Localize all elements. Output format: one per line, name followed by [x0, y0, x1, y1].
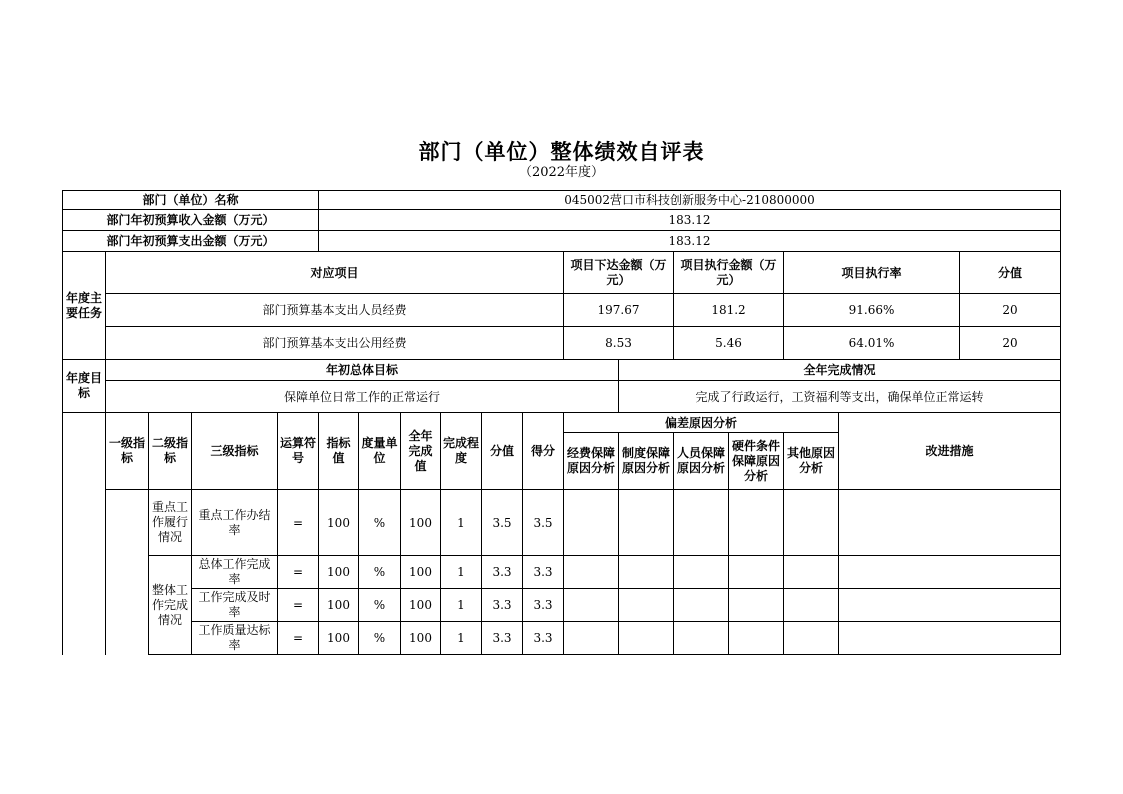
degree-cell: 1: [441, 556, 482, 589]
level3-cell: 工作质量达标率: [192, 622, 278, 655]
performance-table: [62, 190, 1061, 655]
score-value-cell: 3.5: [482, 490, 523, 556]
actual-cell: 100: [401, 556, 441, 589]
task-allocated: 8.53: [564, 327, 674, 360]
measures-cell: [839, 490, 1061, 556]
measures-cell: [839, 622, 1061, 655]
table-row: [63, 589, 1061, 622]
unit-cell: %: [359, 589, 401, 622]
header-funding: 经费保障原因分析: [564, 433, 619, 490]
task-score-value: 20: [960, 294, 1061, 327]
header-level3: 三级指标: [192, 413, 278, 490]
target-cell: 100: [319, 490, 359, 556]
info-row-expense: [63, 231, 1061, 252]
score-cell: 3.3: [523, 622, 564, 655]
goals-initial-value: 保障单位日常工作的正常运行: [106, 381, 619, 413]
score-cell: 3.3: [523, 556, 564, 589]
score-value-cell: 3.3: [482, 622, 523, 655]
tasks-header-item: 对应项目: [106, 252, 564, 294]
system-cell: [619, 556, 674, 589]
other-cell: [784, 622, 839, 655]
header-measures: 改进措施: [839, 413, 1061, 490]
tasks-header-row: [63, 252, 1061, 294]
score-value-cell: 3.3: [482, 589, 523, 622]
hardware-cell: [729, 490, 784, 556]
level3-cell: 工作完成及时率: [192, 589, 278, 622]
header-personnel: 人员保障原因分析: [674, 433, 729, 490]
score-cell: 3.5: [523, 490, 564, 556]
info-row-income: [63, 210, 1061, 231]
score-cell: 3.3: [523, 589, 564, 622]
hardware-cell: [729, 556, 784, 589]
income-value: 183.12: [319, 210, 1061, 231]
degree-cell: 1: [441, 622, 482, 655]
level1-blank: [106, 490, 149, 655]
task-executed: 181.2: [674, 294, 784, 327]
tasks-header-rate: 项目执行率: [784, 252, 960, 294]
system-cell: [619, 490, 674, 556]
operator-cell: =: [278, 490, 319, 556]
header-deviation: 偏差原因分析: [564, 413, 839, 433]
level3-cell: 总体工作完成率: [192, 556, 278, 589]
measures-cell: [839, 589, 1061, 622]
header-other: 其他原因分析: [784, 433, 839, 490]
system-cell: [619, 589, 674, 622]
expense-label: 部门年初预算支出金额（万元）: [63, 231, 319, 252]
unit-cell: %: [359, 490, 401, 556]
funding-cell: [564, 622, 619, 655]
header-system: 制度保障原因分析: [619, 433, 674, 490]
unit-cell: %: [359, 622, 401, 655]
operator-cell: =: [278, 622, 319, 655]
table-row: [63, 622, 1061, 655]
task-rate: 64.01%: [784, 327, 960, 360]
degree-cell: 1: [441, 589, 482, 622]
goals-section-label: 年度目标: [63, 360, 106, 413]
target-cell: 100: [319, 622, 359, 655]
operator-cell: =: [278, 556, 319, 589]
info-row-name: [63, 191, 1061, 210]
other-cell: [784, 589, 839, 622]
operator-cell: =: [278, 589, 319, 622]
task-item: 部门预算基本支出公用经费: [106, 327, 564, 360]
header-hardware: 硬件条件保障原因分析: [729, 433, 784, 490]
measures-cell: [839, 556, 1061, 589]
goals-header-row: [63, 360, 1061, 381]
tasks-section-label: 年度主要任务: [63, 252, 106, 360]
task-allocated: 197.67: [564, 294, 674, 327]
header-level1: 一级指标: [106, 413, 149, 490]
task-rate: 91.66%: [784, 294, 960, 327]
page-subtitle: （2022年度）: [518, 165, 605, 180]
degree-cell: 1: [441, 490, 482, 556]
header-operator: 运算符号: [278, 413, 319, 490]
unit-cell: %: [359, 556, 401, 589]
header-score-value: 分值: [482, 413, 523, 490]
personnel-cell: [674, 622, 729, 655]
header-actual: 全年完成值: [401, 413, 441, 490]
other-cell: [784, 490, 839, 556]
task-item: 部门预算基本支出人员经费: [106, 294, 564, 327]
page-title: 部门（单位）整体绩效自评表: [418, 140, 705, 164]
score-value-cell: 3.3: [482, 556, 523, 589]
hardware-cell: [729, 589, 784, 622]
table-row: [63, 294, 1061, 327]
actual-cell: 100: [401, 490, 441, 556]
actual-cell: 100: [401, 622, 441, 655]
target-cell: 100: [319, 589, 359, 622]
header-target: 指标值: [319, 413, 359, 490]
goals-value-row: [63, 381, 1061, 413]
goals-completion-value: 完成了行政运行，工资福利等支出，确保单位正常运转: [619, 381, 1061, 413]
personnel-cell: [674, 589, 729, 622]
level2-overall: 整体工作完成情况: [149, 556, 192, 655]
other-cell: [784, 556, 839, 589]
name-value: 045002营口市科技创新服务中心-210800000: [319, 191, 1061, 210]
header-score: 得分: [523, 413, 564, 490]
goals-initial-header: 年初总体目标: [106, 360, 619, 381]
target-cell: 100: [319, 556, 359, 589]
table-row: [63, 556, 1061, 589]
tasks-header-executed: 项目执行金额（万元）: [674, 252, 784, 294]
task-executed: 5.46: [674, 327, 784, 360]
funding-cell: [564, 556, 619, 589]
income-label: 部门年初预算收入金额（万元）: [63, 210, 319, 231]
actual-cell: 100: [401, 589, 441, 622]
header-degree: 完成程度: [441, 413, 482, 490]
indicators-header-row-1: [63, 413, 1061, 433]
personnel-cell: [674, 490, 729, 556]
tasks-header-score-value: 分值: [960, 252, 1061, 294]
level2-key-work: 重点工作履行情况: [149, 490, 192, 556]
funding-cell: [564, 490, 619, 556]
hardware-cell: [729, 622, 784, 655]
task-score-value: 20: [960, 327, 1061, 360]
expense-value: 183.12: [319, 231, 1061, 252]
goals-completion-header: 全年完成情况: [619, 360, 1061, 381]
level3-cell: 重点工作办结率: [192, 490, 278, 556]
personnel-cell: [674, 556, 729, 589]
name-label: 部门（单位）名称: [63, 191, 319, 210]
tasks-header-allocated: 项目下达金额（万元）: [564, 252, 674, 294]
table-row: [63, 490, 1061, 556]
header-level2: 二级指标: [149, 413, 192, 490]
table-row: [63, 327, 1061, 360]
system-cell: [619, 622, 674, 655]
indicators-section-blank: [63, 413, 106, 655]
header-unit: 度量单位: [359, 413, 401, 490]
funding-cell: [564, 589, 619, 622]
